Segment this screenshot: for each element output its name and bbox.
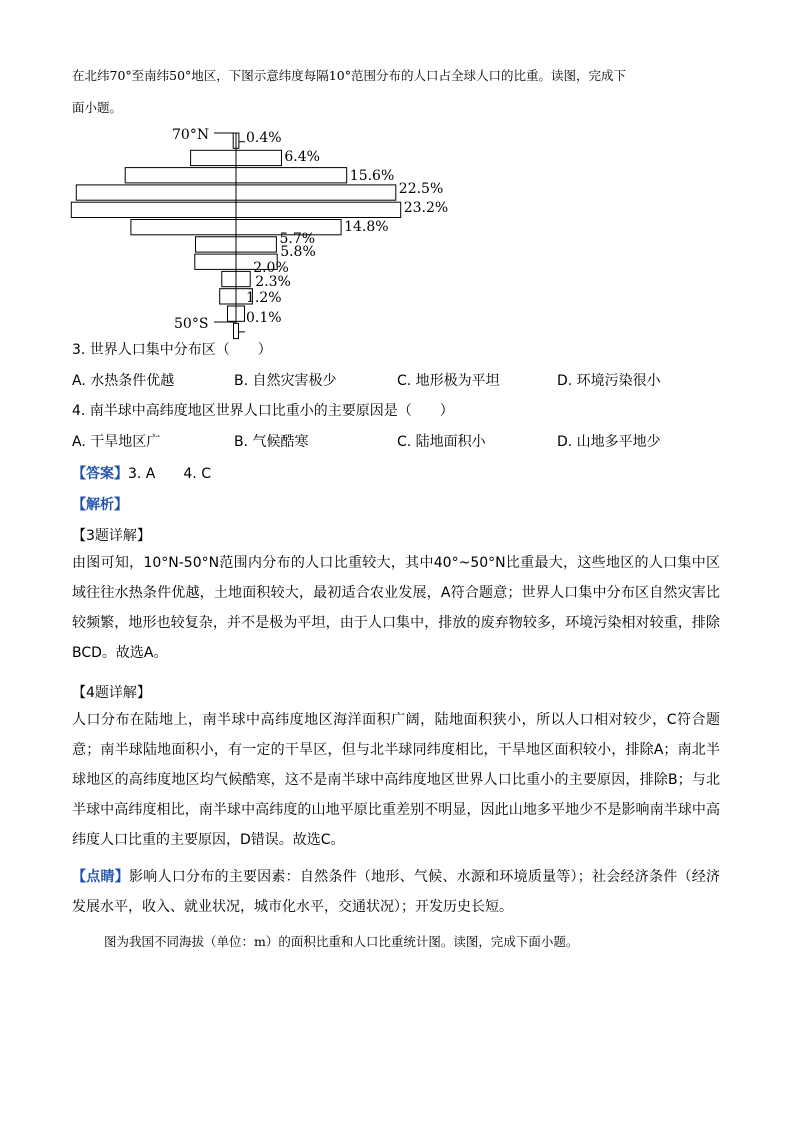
bar-value-label: 5.7% — [279, 231, 316, 247]
bar-value-label: 14.8% — [344, 219, 389, 235]
bar-value-label: 2.3% — [255, 274, 291, 290]
bar-value-label: 2.0% — [253, 260, 289, 276]
question-3-stem: 3. 世界人口集中分布区（ ） — [72, 342, 272, 358]
bar-value-label: 5.8% — [280, 244, 316, 260]
tip-text: 影响人口分布的主要因素：自然条件（地形、气候、水源和环境质量等）；社会经济条件（经济发展水平，收入、就业状况，城市化水平，交通状况）；开发历史长短。 — [72, 869, 721, 915]
intro-line-2: 面小题。 — [72, 100, 123, 115]
next-section-intro: 图为我国不同海拔（单位：m）的面积比重和人口比重统计图。读图，完成下面小题。 — [104, 934, 579, 949]
question-3-option-b: B. 自然灾害极少 — [234, 373, 337, 389]
pyramid-bar — [234, 323, 239, 338]
intro-line-1: 在北纬70°至南纬50°地区，下图示意纬度每隔10°范围分布的人口占全球人口的比重。读图，完成下 — [72, 68, 626, 83]
tip-paragraph — [72, 862, 720, 922]
answer-line — [72, 463, 211, 483]
population-latitude-chart — [0, 0, 794, 340]
bottom-latitude-label: 50°S — [174, 316, 209, 332]
question-4-option-b: B. 气候酷寒 — [234, 434, 309, 450]
question-3-option-a: A. 水热条件优越 — [72, 373, 175, 389]
bar-value-label: 0.4% — [246, 130, 282, 146]
question-4-option-c: C. 陆地面积小 — [397, 434, 486, 450]
detail-4-tag: 【4题详解】 — [72, 685, 151, 701]
question-4-option-a: A. 干旱地区广 — [72, 434, 161, 450]
bar-value-label: 15.6% — [349, 168, 395, 184]
tip-tag: 【点睛】 — [72, 869, 129, 885]
bar-value-label: 1.2% — [246, 290, 282, 306]
detail-4-text: 人口分布在陆地上，南半球中高纬度地区海洋面积广阔，陆地面积狭小，所以人口相对较少，C符合题意；南半球陆地面积小，有一定的干旱区，但与北半球同纬度相比，干旱地区面积较小，排除A；南北半球地区的高纬度地区均气候酷寒，这不是南半球中高纬度地区世界人口比重小的主要原因，排除B；与北半球中高纬度相比，南半球中高纬度的山地平原比重差别不明显，因此山地多平地少不是影响南半球中高纬度人口比重的主要原因，D错误。故选C。 — [72, 712, 720, 848]
bar-value-label: 0.1% — [246, 310, 282, 326]
bar-value-label: 23.2% — [403, 200, 449, 216]
bar-value-label: 6.4% — [284, 149, 320, 165]
analysis-tag: 【解析】 — [72, 497, 128, 513]
question-3-option-d: D. 环境污染很小 — [557, 373, 661, 389]
detail-3-tag: 【3题详解】 — [72, 528, 151, 544]
answer-text: 3. A 4. C — [128, 466, 211, 482]
question-4-stem: 4. 南半球中高纬度地区世界人口比重小的主要原因是（ ） — [72, 403, 454, 419]
detail-3-text: 由图可知，10°N-50°N范围内分布的人口比重较大，其中40°~50°N比重最大，这些地区的人口集中区域往往水热条件优越，土地面积较大，最初适合农业发展，A符合题意；世界人口集中分布区自然灾害比较频繁，地形也较复杂，并不是极为平坦，由于人口集中，排放的废弃物较多，环境污染相对较重，排除BCD。故选A。 — [72, 555, 720, 661]
bar-value-label: 22.5% — [398, 181, 444, 197]
question-3-option-c: C. 地形极为平坦 — [397, 373, 500, 389]
top-latitude-label: 70°N — [172, 127, 210, 143]
question-4-option-d: D. 山地多平地少 — [557, 434, 661, 450]
answer-tag: 【答案】 — [72, 466, 128, 482]
